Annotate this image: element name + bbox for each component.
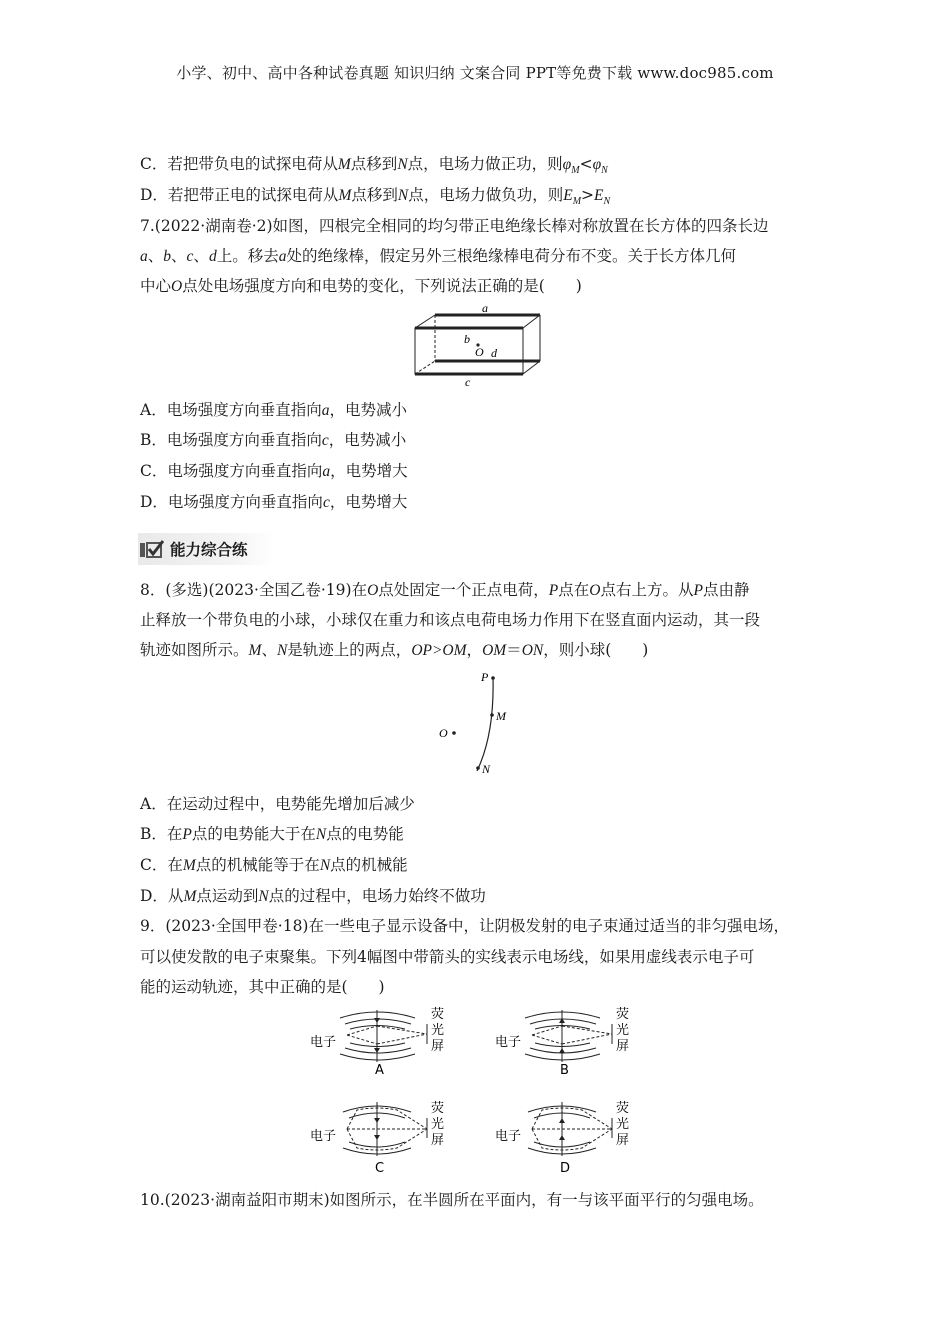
q8-stem-line1: 8．(多选)(2023·全国乙卷·19)在O点处固定一个正点电荷，P点在O点右上方。从P点由静 (140, 581, 750, 599)
svg-text:光: 光 (431, 1117, 445, 1132)
svg-text:光: 光 (616, 1023, 630, 1038)
label-b: b (464, 332, 470, 346)
q7-stem-line2: a、b、c、d上。移去a处的绝缘棒，假定另外三根绝缘棒电荷分布不变。关于长方体几何 (140, 247, 736, 265)
label-N: N (482, 762, 491, 776)
page-header: 小学、初中、高中各种试卷真题 知识归纳 文案合同 PPT等免费下载 www.doc985.com (176, 64, 774, 82)
section-title: 能力综合练 (170, 541, 248, 559)
q10-stem-line1: 10.(2023·湖南益阳市期末)如图所示，在半圆所在平面内，有一与该平面平行的匀强电场。 (140, 1191, 764, 1209)
fig-label-d: D (560, 1161, 571, 1176)
label-P: P (481, 670, 489, 684)
q9-stem-line2: 可以使发散的电子束聚集。下列4幅图中带箭头的实线表示电场线，如果用虚线表示电子可 (140, 948, 755, 966)
q9-figure-a (305, 1002, 465, 1076)
q9-figure-b (490, 1002, 650, 1076)
label-d: d (491, 346, 497, 360)
q7-stem-line3: 中心O点处电场强度方向和电势的变化，下列说法正确的是( ) (140, 277, 582, 295)
q8-option-c: C．在M点的机械能等于在N点的机械能 (140, 856, 408, 874)
fig-label-c: C (375, 1161, 385, 1176)
checklist-icon (138, 538, 164, 560)
q7-option-c: C．电场强度方向垂直指向a，电势增大 (140, 462, 408, 480)
q7-option-a: A．电场强度方向垂直指向a，电势减小 (140, 401, 407, 419)
label-M: M (496, 709, 506, 723)
electron-label: 电子 (310, 1129, 337, 1144)
svg-text:荧: 荧 (616, 1101, 630, 1116)
fig-label-b: B (560, 1063, 569, 1076)
fig-label-a: A (375, 1063, 384, 1076)
q8-option-d: D．从M点运动到N点的过程中，电场力始终不做功 (140, 887, 486, 905)
label-c: c (465, 375, 471, 388)
q9-figure-c (305, 1092, 465, 1176)
svg-text:屏: 屏 (431, 1133, 445, 1148)
electron-label: 电子 (495, 1129, 522, 1144)
q6-option-c: C．若把带负电的试探电荷从M点移到N点，电场力做正功，则$\varphi_M<\varphi_N$ (140, 155, 608, 177)
q9-figure-d (490, 1092, 650, 1176)
q7-option-b: B．电场强度方向垂直指向c，电势减小 (140, 431, 407, 449)
svg-text:荧: 荧 (616, 1007, 630, 1022)
electron-label: 电子 (310, 1035, 337, 1050)
q6-option-d: D．若把带正电的试探电荷从M点移到N点，电场力做负功，则$E_M>E_N$ (140, 186, 611, 208)
svg-text:屏: 屏 (616, 1133, 630, 1148)
electron-label: 电子 (495, 1035, 522, 1050)
q7-cuboid-figure (405, 302, 550, 388)
q8-trajectory-figure (430, 668, 520, 780)
q8-stem-line3: 轨迹如图所示。M、N是轨迹上的两点，OP>OM，OM＝ON，则小球( ) (140, 641, 649, 659)
q7-option-d: D．电场强度方向垂直指向c，电势增大 (140, 493, 408, 511)
q8-option-b: B．在P点的电势能大于在N点的电势能 (140, 825, 404, 843)
label-O: O (439, 726, 448, 740)
q8-stem-line2: 止释放一个带负电的小球，小球仅在重力和该点电荷电场力作用下在竖直面内运动，其一段 (140, 611, 761, 629)
q8-option-a: A．在运动过程中，电势能先增加后减少 (140, 795, 415, 813)
section-header (138, 533, 274, 565)
svg-text:屏: 屏 (616, 1039, 630, 1054)
svg-text:屏: 屏 (431, 1039, 445, 1054)
svg-text:光: 光 (616, 1117, 630, 1132)
q7-stem-line1: 7.(2022·湖南卷·2)如图，四根完全相同的均匀带正电绝缘长棒对称放置在长方体的四条长边 (140, 217, 769, 235)
q9-stem-line1: 9．(2023·全国甲卷·18)在一些电子显示设备中，让阴极发射的电子束通过适当的非匀强电场， (140, 917, 789, 935)
label-a: a (482, 302, 488, 315)
svg-text:荧: 荧 (431, 1101, 445, 1116)
q9-stem-line3: 能的运动轨迹，其中正确的是( ) (140, 978, 385, 996)
svg-text:荧: 荧 (431, 1007, 445, 1022)
svg-text:光: 光 (431, 1023, 445, 1038)
label-O: O (475, 345, 484, 359)
